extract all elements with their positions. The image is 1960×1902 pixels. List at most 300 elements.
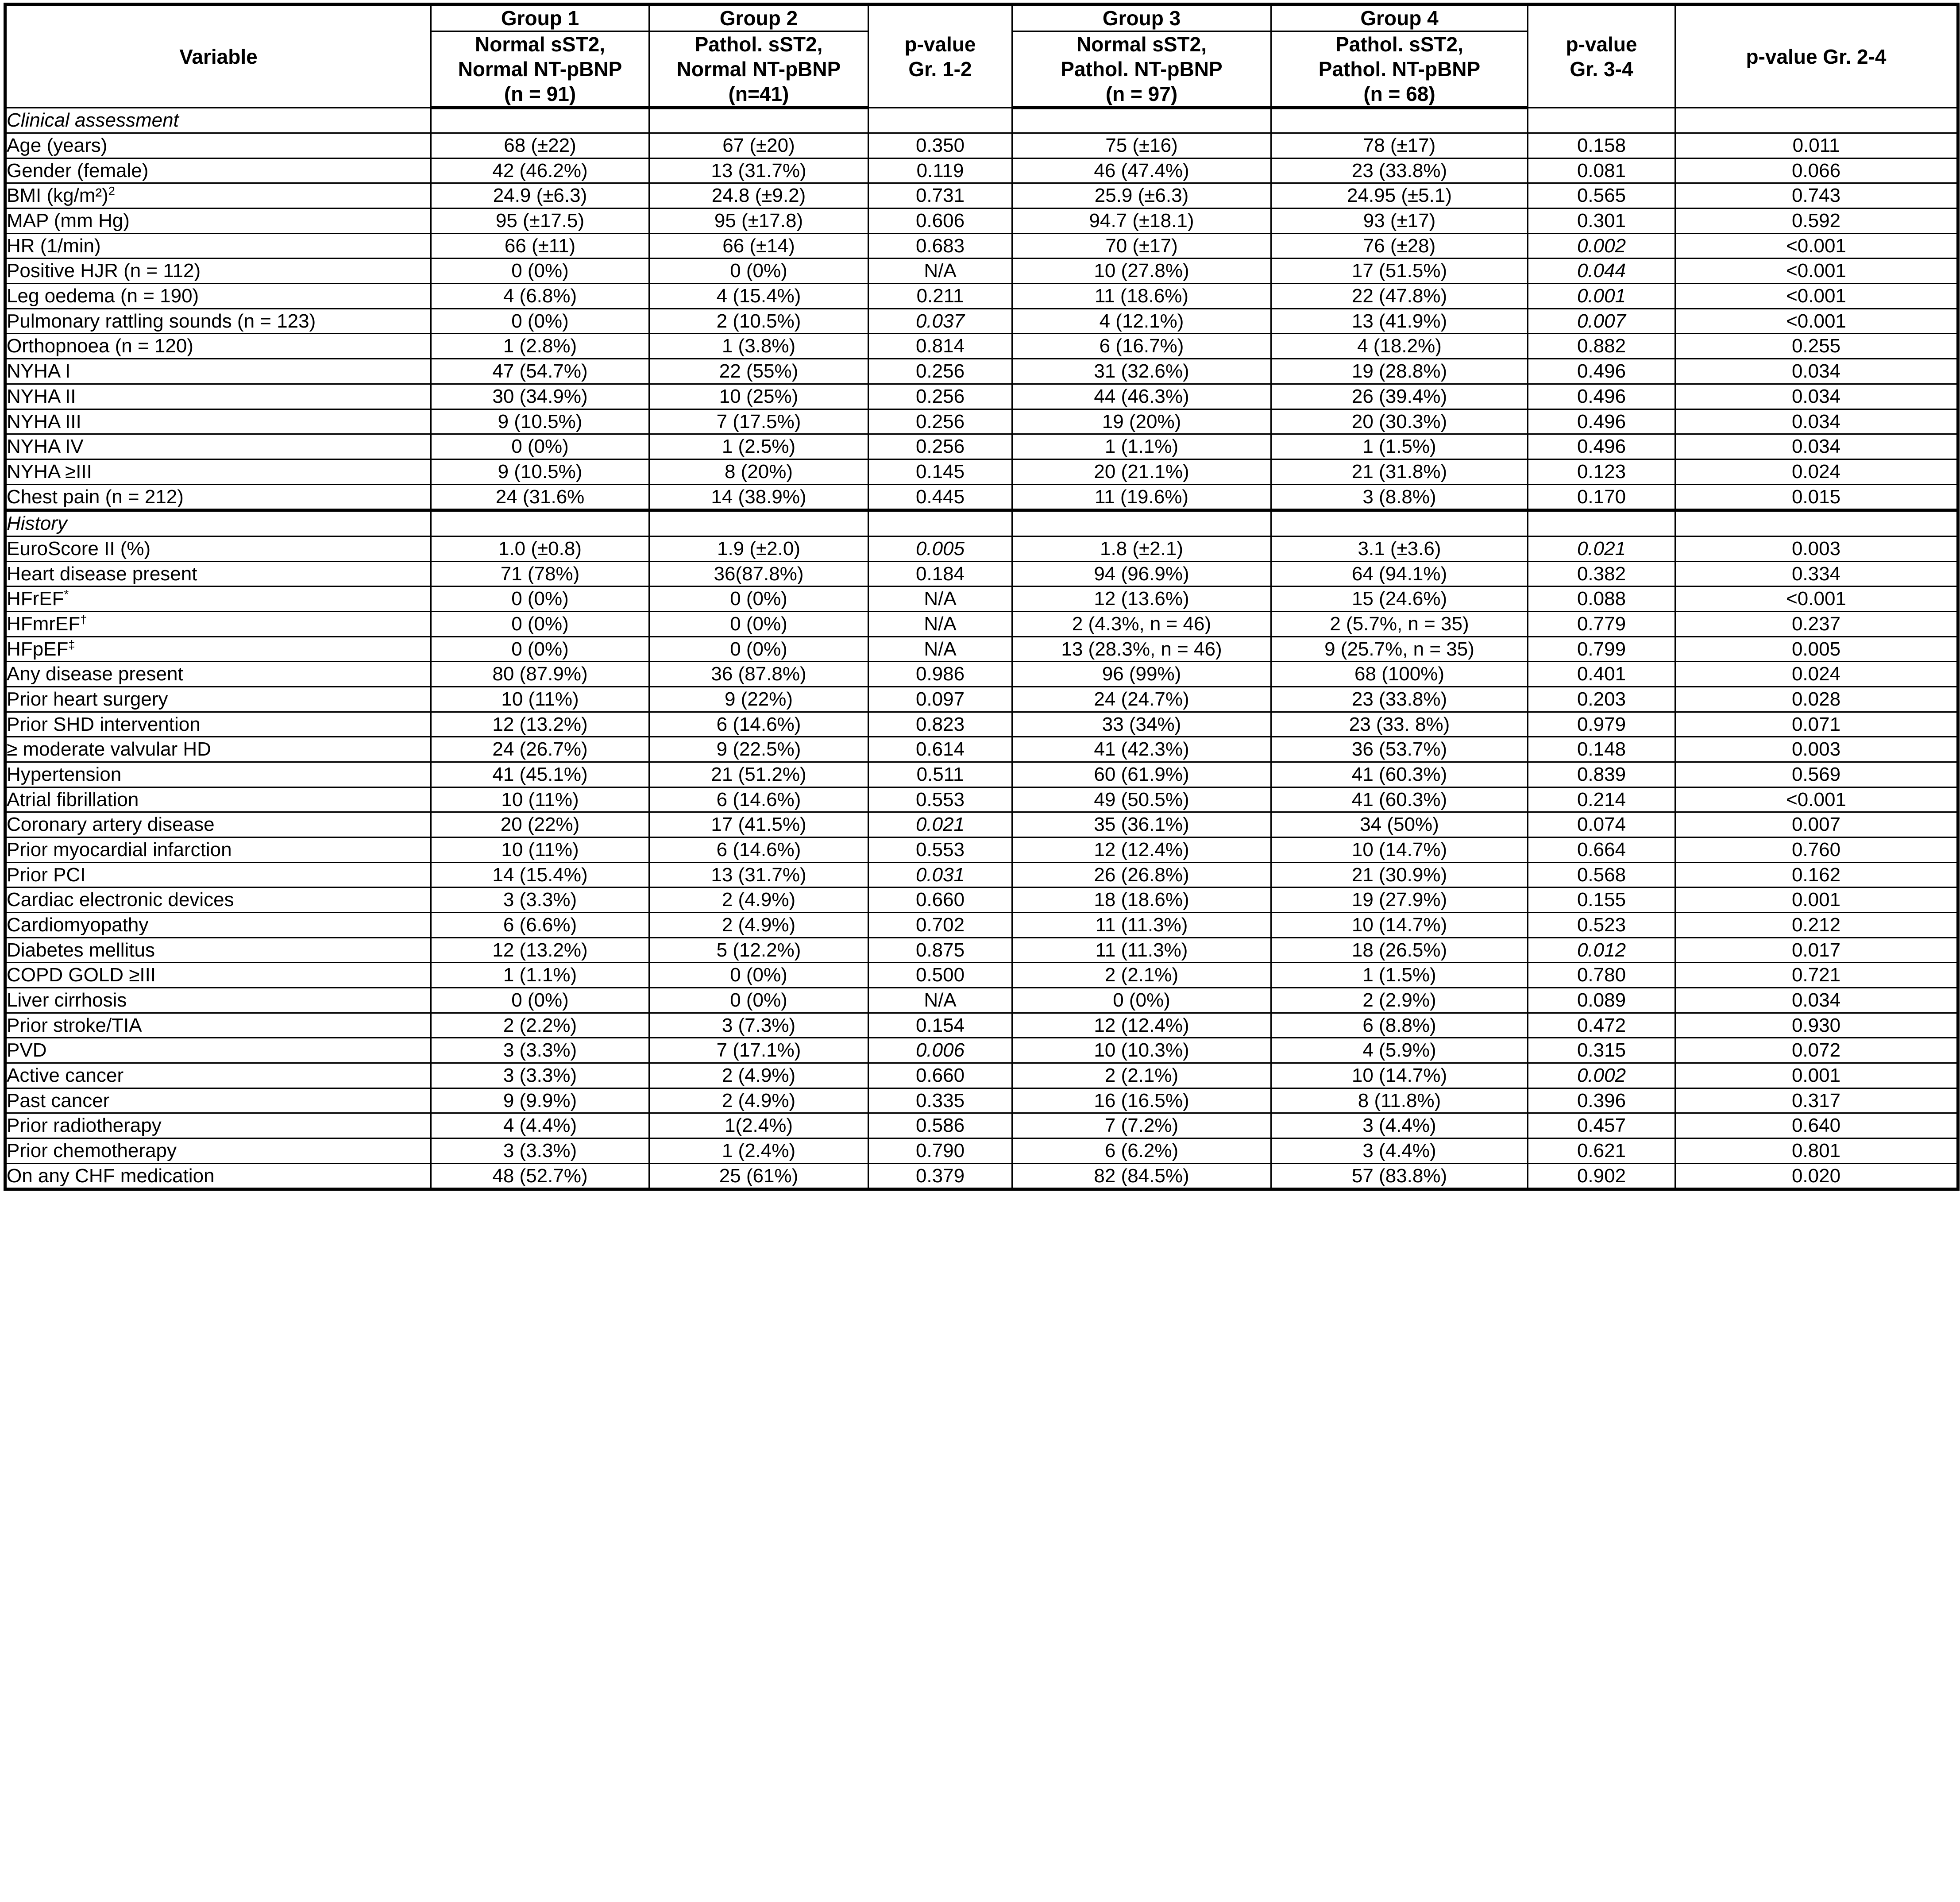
value-group2: 2 (4.9%) — [649, 912, 868, 937]
value-group2: 36 (87.8%) — [649, 662, 868, 687]
pvalue-gr24: <0.001 — [1675, 258, 1958, 284]
table-row — [5, 937, 1958, 963]
value-group2: 0 (0%) — [649, 988, 868, 1013]
value-group3: 31 (32.6%) — [1012, 359, 1271, 384]
value-group4: 23 (33.8%) — [1271, 687, 1528, 712]
value-group4: 1 (1.5%) — [1271, 434, 1528, 459]
pvalue-gr34: 0.044 — [1528, 258, 1675, 284]
value-group4: 6 (8.8%) — [1271, 1013, 1528, 1038]
value-group4: 3 (8.8%) — [1271, 484, 1528, 510]
table-row — [5, 787, 1958, 812]
row-label: Heart disease present — [5, 561, 431, 586]
pvalue-gr12: 0.500 — [868, 963, 1012, 988]
value-group3: 94 (96.9%) — [1012, 561, 1271, 586]
value-group3: 6 (16.7%) — [1012, 334, 1271, 359]
pvalue-gr24: 0.592 — [1675, 208, 1958, 234]
value-group2: 10 (25%) — [649, 384, 868, 409]
value-group1: 4 (6.8%) — [431, 284, 649, 309]
value-group3: 16 (16.5%) — [1012, 1088, 1271, 1113]
value-group2: 1 (2.4%) — [649, 1138, 868, 1163]
pvalue-gr34: 0.664 — [1528, 837, 1675, 862]
value-group1: 10 (11%) — [431, 837, 649, 862]
pvalue-gr12: 0.256 — [868, 409, 1012, 434]
value-group4: 4 (18.2%) — [1271, 334, 1528, 359]
group1-sub-line1: Normal sST2, — [475, 33, 605, 56]
row-label: Atrial fibrillation — [5, 787, 431, 812]
value-group2: 7 (17.1%) — [649, 1038, 868, 1063]
row-label: HR (1/min) — [5, 233, 431, 258]
pvalue-gr34: 0.155 — [1528, 887, 1675, 913]
value-group1: 10 (11%) — [431, 687, 649, 712]
row-label: Any disease present — [5, 662, 431, 687]
value-group3: 24 (24.7%) — [1012, 687, 1271, 712]
pvalue-gr12: N/A — [868, 988, 1012, 1013]
row-label: Age (years) — [5, 133, 431, 158]
value-group4: 41 (60.3%) — [1271, 787, 1528, 812]
value-group3: 60 (61.9%) — [1012, 762, 1271, 787]
pvalue-gr34: 0.496 — [1528, 434, 1675, 459]
value-group3: 33 (34%) — [1012, 712, 1271, 737]
value-group1: 66 (±11) — [431, 233, 649, 258]
pvalue-gr24: <0.001 — [1675, 586, 1958, 612]
value-group3: 70 (±17) — [1012, 233, 1271, 258]
pvalue-gr34: 0.799 — [1528, 637, 1675, 662]
pvalue-gr34-line2: Gr. 3-4 — [1570, 57, 1633, 81]
pvalue-gr24: 0.760 — [1675, 837, 1958, 862]
row-label: Prior myocardial infarction — [5, 837, 431, 862]
pvalue-gr34: 0.012 — [1528, 937, 1675, 963]
table-row — [5, 561, 1958, 586]
value-group1: 12 (13.2%) — [431, 712, 649, 737]
pvalue-gr34: 0.882 — [1528, 334, 1675, 359]
value-group4: 1 (1.5%) — [1271, 963, 1528, 988]
pvalue-gr12: 0.445 — [868, 484, 1012, 510]
group4-sub-line1: Pathol. sST2, — [1335, 33, 1463, 56]
value-group4: 41 (60.3%) — [1271, 762, 1528, 787]
value-group4: 21 (30.9%) — [1271, 862, 1528, 887]
pvalue-gr24: 0.001 — [1675, 1063, 1958, 1088]
value-group1: 6 (6.6%) — [431, 912, 649, 937]
group3-sub-line1: Normal sST2, — [1076, 33, 1207, 56]
pvalue-gr24: 0.071 — [1675, 712, 1958, 737]
value-group3: 2 (2.1%) — [1012, 963, 1271, 988]
value-group2: 0 (0%) — [649, 963, 868, 988]
table-row — [5, 434, 1958, 459]
value-group4: 17 (51.5%) — [1271, 258, 1528, 284]
value-group2: 13 (31.7%) — [649, 158, 868, 183]
pvalue-gr12: 0.731 — [868, 183, 1012, 208]
value-group3: 12 (13.6%) — [1012, 586, 1271, 612]
value-group3: 44 (46.3%) — [1012, 384, 1271, 409]
value-group1: 9 (10.5%) — [431, 459, 649, 484]
value-group1: 0 (0%) — [431, 258, 649, 284]
row-label-footnote-marker: 2 — [108, 184, 115, 198]
pvalue-gr34: 0.089 — [1528, 988, 1675, 1013]
pvalue-gr34: 0.002 — [1528, 233, 1675, 258]
value-group1: 3 (3.3%) — [431, 887, 649, 913]
table-row — [5, 208, 1958, 234]
value-group1: 71 (78%) — [431, 561, 649, 586]
pvalue-gr12: 0.660 — [868, 1063, 1012, 1088]
row-label: Cardiac electronic devices — [5, 887, 431, 913]
row-label: Prior radiotherapy — [5, 1113, 431, 1138]
pvalue-gr12: N/A — [868, 611, 1012, 637]
row-label: On any CHF medication — [5, 1163, 431, 1189]
value-group4: 15 (24.6%) — [1271, 586, 1528, 612]
value-group3: 11 (19.6%) — [1012, 484, 1271, 510]
value-group3: 11 (11.3%) — [1012, 937, 1271, 963]
pvalue-gr12: 0.006 — [868, 1038, 1012, 1063]
table-row — [5, 837, 1958, 862]
value-group4: 3 (4.4%) — [1271, 1113, 1528, 1138]
group2-sub-line2: Normal NT-pBNP — [676, 58, 841, 81]
table-row — [5, 862, 1958, 887]
value-group2: 0 (0%) — [649, 258, 868, 284]
column-subheader-group3 — [1012, 31, 1271, 108]
value-group2: 1 (2.5%) — [649, 434, 868, 459]
pvalue-gr24: 0.743 — [1675, 183, 1958, 208]
pvalue-gr34: 0.401 — [1528, 662, 1675, 687]
row-label: NYHA III — [5, 409, 431, 434]
table-row — [5, 409, 1958, 434]
value-group2: 22 (55%) — [649, 359, 868, 384]
pvalue-gr24: 0.003 — [1675, 536, 1958, 561]
row-label: Chest pain (n = 212) — [5, 484, 431, 510]
table-row — [5, 611, 1958, 637]
table-row — [5, 158, 1958, 183]
table-row — [5, 687, 1958, 712]
row-label: Hypertension — [5, 762, 431, 787]
table-row — [5, 536, 1958, 561]
row-label: Orthopnoea (n = 120) — [5, 334, 431, 359]
pvalue-gr12: 0.154 — [868, 1013, 1012, 1038]
column-subheader-group4 — [1271, 31, 1528, 108]
value-group4: 2 (5.7%, n = 35) — [1271, 611, 1528, 637]
value-group4: 93 (±17) — [1271, 208, 1528, 234]
row-label: Pulmonary rattling sounds (n = 123) — [5, 309, 431, 334]
value-group1: 3 (3.3%) — [431, 1038, 649, 1063]
table-row — [5, 258, 1958, 284]
section-spacer-cell — [1675, 510, 1958, 536]
pvalue-gr34: 0.007 — [1528, 309, 1675, 334]
pvalue-gr34: 0.902 — [1528, 1163, 1675, 1189]
pvalue-gr34: 0.839 — [1528, 762, 1675, 787]
value-group2: 7 (17.5%) — [649, 409, 868, 434]
group2-sub-line1: Pathol. sST2, — [694, 33, 823, 56]
table-row — [5, 586, 1958, 612]
value-group3: 12 (12.4%) — [1012, 1013, 1271, 1038]
table-row — [5, 737, 1958, 762]
pvalue-gr12: 0.553 — [868, 787, 1012, 812]
section-title: Clinical assessment — [5, 108, 431, 133]
value-group4: 4 (5.9%) — [1271, 1038, 1528, 1063]
pvalue-gr34: 0.170 — [1528, 484, 1675, 510]
section-spacer-cell — [1528, 108, 1675, 133]
value-group1: 80 (87.9%) — [431, 662, 649, 687]
row-label-footnote-marker: * — [64, 587, 69, 601]
table-row — [5, 662, 1958, 687]
pvalue-gr24: <0.001 — [1675, 309, 1958, 334]
pvalue-gr24: 0.003 — [1675, 737, 1958, 762]
pvalue-gr12-line2: Gr. 1-2 — [908, 57, 972, 81]
table-row — [5, 459, 1958, 484]
value-group4: 36 (53.7%) — [1271, 737, 1528, 762]
value-group2: 6 (14.6%) — [649, 712, 868, 737]
table-row — [5, 762, 1958, 787]
pvalue-gr24: 0.721 — [1675, 963, 1958, 988]
pvalue-gr12: 0.335 — [868, 1088, 1012, 1113]
pvalue-gr12: 0.031 — [868, 862, 1012, 887]
section-header-row — [5, 108, 1958, 133]
value-group3: 18 (18.6%) — [1012, 887, 1271, 913]
column-subheader-group1 — [431, 31, 649, 108]
group1-sub-line3: (n = 91) — [504, 82, 576, 106]
table-row — [5, 637, 1958, 662]
row-label: NYHA ≥III — [5, 459, 431, 484]
value-group2: 17 (41.5%) — [649, 812, 868, 837]
value-group2: 36(87.8%) — [649, 561, 868, 586]
value-group3: 11 (11.3%) — [1012, 912, 1271, 937]
value-group3: 41 (42.3%) — [1012, 737, 1271, 762]
pvalue-gr34: 0.523 — [1528, 912, 1675, 937]
pvalue-gr34: 0.214 — [1528, 787, 1675, 812]
table-row — [5, 133, 1958, 158]
pvalue-gr34: 0.158 — [1528, 133, 1675, 158]
pvalue-gr12: N/A — [868, 586, 1012, 612]
value-group4: 10 (14.7%) — [1271, 912, 1528, 937]
pvalue-gr34: 0.472 — [1528, 1013, 1675, 1038]
pvalue-gr24: 0.005 — [1675, 637, 1958, 662]
pvalue-gr24: 0.020 — [1675, 1163, 1958, 1189]
pvalue-gr34: 0.565 — [1528, 183, 1675, 208]
value-group1: 1.0 (±0.8) — [431, 536, 649, 561]
value-group2: 2 (10.5%) — [649, 309, 868, 334]
pvalue-gr12: 0.823 — [868, 712, 1012, 737]
row-label: HFrEF* — [5, 586, 431, 612]
column-header-group1: Group 1 — [431, 4, 649, 31]
value-group4: 57 (83.8%) — [1271, 1163, 1528, 1189]
value-group1: 0 (0%) — [431, 637, 649, 662]
row-label: Past cancer — [5, 1088, 431, 1113]
pvalue-gr24: 0.569 — [1675, 762, 1958, 787]
pvalue-gr34-line1: p-value — [1566, 32, 1637, 56]
pvalue-gr24: 0.640 — [1675, 1113, 1958, 1138]
value-group3: 82 (84.5%) — [1012, 1163, 1271, 1189]
group3-sub-line3: (n = 97) — [1105, 82, 1178, 106]
pvalue-gr34: 0.123 — [1528, 459, 1675, 484]
pvalue-gr24: 0.072 — [1675, 1038, 1958, 1063]
value-group2: 1 (3.8%) — [649, 334, 868, 359]
baseline-characteristics-table — [4, 3, 1960, 1191]
pvalue-gr34: 0.074 — [1528, 812, 1675, 837]
table-row — [5, 712, 1958, 737]
section-spacer-cell — [868, 108, 1012, 133]
value-group1: 24 (26.7%) — [431, 737, 649, 762]
group2-sub-line3: (n=41) — [728, 82, 789, 106]
pvalue-gr12: 0.790 — [868, 1138, 1012, 1163]
value-group2: 1.9 (±2.0) — [649, 536, 868, 561]
row-label: Positive HJR (n = 112) — [5, 258, 431, 284]
section-spacer-cell — [1271, 510, 1528, 536]
table-header — [5, 4, 1958, 108]
value-group2: 5 (12.2%) — [649, 937, 868, 963]
section-spacer-cell — [1012, 510, 1271, 536]
pvalue-gr34: 0.301 — [1528, 208, 1675, 234]
value-group4: 10 (14.7%) — [1271, 1063, 1528, 1088]
table-row — [5, 1088, 1958, 1113]
pvalue-gr34: 0.382 — [1528, 561, 1675, 586]
pvalue-gr24: <0.001 — [1675, 787, 1958, 812]
value-group3: 12 (12.4%) — [1012, 837, 1271, 862]
table-row — [5, 988, 1958, 1013]
pvalue-gr34: 0.496 — [1528, 409, 1675, 434]
value-group1: 9 (9.9%) — [431, 1088, 649, 1113]
value-group4: 24.95 (±5.1) — [1271, 183, 1528, 208]
pvalue-gr24: 0.034 — [1675, 384, 1958, 409]
pvalue-gr24: 0.317 — [1675, 1088, 1958, 1113]
value-group4: 68 (100%) — [1271, 662, 1528, 687]
pvalue-gr24: <0.001 — [1675, 284, 1958, 309]
value-group2: 14 (38.9%) — [649, 484, 868, 510]
value-group2: 9 (22%) — [649, 687, 868, 712]
value-group1: 9 (10.5%) — [431, 409, 649, 434]
row-label: Prior stroke/TIA — [5, 1013, 431, 1038]
value-group1: 2 (2.2%) — [431, 1013, 649, 1038]
value-group1: 42 (46.2%) — [431, 158, 649, 183]
pvalue-gr34: 0.396 — [1528, 1088, 1675, 1113]
pvalue-gr24: 0.007 — [1675, 812, 1958, 837]
table-body — [5, 108, 1958, 1189]
pvalue-gr34: 0.203 — [1528, 687, 1675, 712]
row-label: HFmrEF† — [5, 611, 431, 637]
pvalue-gr12-line1: p-value — [904, 32, 976, 56]
pvalue-gr12: 0.184 — [868, 561, 1012, 586]
value-group1: 0 (0%) — [431, 434, 649, 459]
value-group2: 3 (7.3%) — [649, 1013, 868, 1038]
value-group4: 8 (11.8%) — [1271, 1088, 1528, 1113]
value-group4: 64 (94.1%) — [1271, 561, 1528, 586]
section-spacer-cell — [431, 510, 649, 536]
pvalue-gr34: 0.088 — [1528, 586, 1675, 612]
table-row — [5, 812, 1958, 837]
row-label-footnote-marker: ‡ — [68, 637, 75, 651]
section-spacer-cell — [1675, 108, 1958, 133]
value-group2: 6 (14.6%) — [649, 787, 868, 812]
value-group1: 95 (±17.5) — [431, 208, 649, 234]
column-header-group3: Group 3 — [1012, 4, 1271, 31]
value-group4: 18 (26.5%) — [1271, 937, 1528, 963]
pvalue-gr12: 0.986 — [868, 662, 1012, 687]
table-row — [5, 963, 1958, 988]
pvalue-gr34: 0.496 — [1528, 384, 1675, 409]
value-group4: 26 (39.4%) — [1271, 384, 1528, 409]
pvalue-gr24: 0.028 — [1675, 687, 1958, 712]
pvalue-gr34: 0.779 — [1528, 611, 1675, 637]
value-group3: 10 (10.3%) — [1012, 1038, 1271, 1063]
pvalue-gr24: 0.034 — [1675, 409, 1958, 434]
pvalue-gr12: 0.119 — [868, 158, 1012, 183]
pvalue-gr24: 0.034 — [1675, 988, 1958, 1013]
value-group2: 2 (4.9%) — [649, 1088, 868, 1113]
row-label: Liver cirrhosis — [5, 988, 431, 1013]
table-row — [5, 359, 1958, 384]
column-header-pvalue-gr34 — [1528, 4, 1675, 108]
table-row — [5, 1063, 1958, 1088]
pvalue-gr12: 0.586 — [868, 1113, 1012, 1138]
pvalue-gr24-line1: p-value Gr. 2-4 — [1746, 45, 1887, 68]
row-label: BMI $(kg/m^2)^2$ — [5, 183, 431, 208]
value-group2: 24.8 (±9.2) — [649, 183, 868, 208]
table-row — [5, 1138, 1958, 1163]
value-group3: 25.9 (±6.3) — [1012, 183, 1271, 208]
value-group3: 1 (1.1%) — [1012, 434, 1271, 459]
pvalue-gr12: 0.256 — [868, 359, 1012, 384]
pvalue-gr12: 0.211 — [868, 284, 1012, 309]
value-group3: 13 (28.3%, n = 46) — [1012, 637, 1271, 662]
value-group3: 49 (50.5%) — [1012, 787, 1271, 812]
value-group2: 95 (±17.8) — [649, 208, 868, 234]
value-group2: 9 (22.5%) — [649, 737, 868, 762]
value-group4: 76 (±28) — [1271, 233, 1528, 258]
pvalue-gr12: 0.614 — [868, 737, 1012, 762]
pvalue-gr12: 0.037 — [868, 309, 1012, 334]
row-label: Gender (female) — [5, 158, 431, 183]
section-spacer-cell — [868, 510, 1012, 536]
value-group2: 4 (15.4%) — [649, 284, 868, 309]
value-group1: 47 (54.7%) — [431, 359, 649, 384]
value-group2: 66 (±14) — [649, 233, 868, 258]
pvalue-gr34: 0.780 — [1528, 963, 1675, 988]
value-group2: 67 (±20) — [649, 133, 868, 158]
row-label: ≥ moderate valvular HD — [5, 737, 431, 762]
pvalue-gr12: 0.256 — [868, 434, 1012, 459]
value-group1: 0 (0%) — [431, 309, 649, 334]
value-group4: 20 (30.3%) — [1271, 409, 1528, 434]
group4-sub-line3: (n = 68) — [1363, 82, 1435, 106]
pvalue-gr34: 0.148 — [1528, 737, 1675, 762]
row-label: MAP (mm Hg) — [5, 208, 431, 234]
section-title: History — [5, 510, 431, 536]
value-group2: 2 (4.9%) — [649, 887, 868, 913]
value-group4: 19 (27.9%) — [1271, 887, 1528, 913]
row-label: Diabetes mellitus — [5, 937, 431, 963]
value-group2: 6 (14.6%) — [649, 837, 868, 862]
value-group1: 1 (2.8%) — [431, 334, 649, 359]
pvalue-gr34: 0.001 — [1528, 284, 1675, 309]
row-label: Cardiomyopathy — [5, 912, 431, 937]
pvalue-gr12: 0.702 — [868, 912, 1012, 937]
pvalue-gr12: 0.145 — [868, 459, 1012, 484]
value-group2: 21 (51.2%) — [649, 762, 868, 787]
pvalue-gr24: 0.334 — [1675, 561, 1958, 586]
section-spacer-cell — [1271, 108, 1528, 133]
value-group4: 22 (47.8%) — [1271, 284, 1528, 309]
pvalue-gr24: 0.034 — [1675, 359, 1958, 384]
group4-sub-line2: Pathol. NT-pBNP — [1318, 58, 1481, 81]
section-spacer-cell — [649, 108, 868, 133]
row-label: HFpEF‡ — [5, 637, 431, 662]
pvalue-gr12: 0.379 — [868, 1163, 1012, 1189]
value-group4: 19 (28.8%) — [1271, 359, 1528, 384]
row-label: EuroScore II (%) — [5, 536, 431, 561]
value-group3: 6 (6.2%) — [1012, 1138, 1271, 1163]
value-group2: 0 (0%) — [649, 586, 868, 612]
pvalue-gr34: 0.496 — [1528, 359, 1675, 384]
row-label: Active cancer — [5, 1063, 431, 1088]
section-spacer-cell — [649, 510, 868, 536]
pvalue-gr12: 0.875 — [868, 937, 1012, 963]
pvalue-gr24: 0.011 — [1675, 133, 1958, 158]
